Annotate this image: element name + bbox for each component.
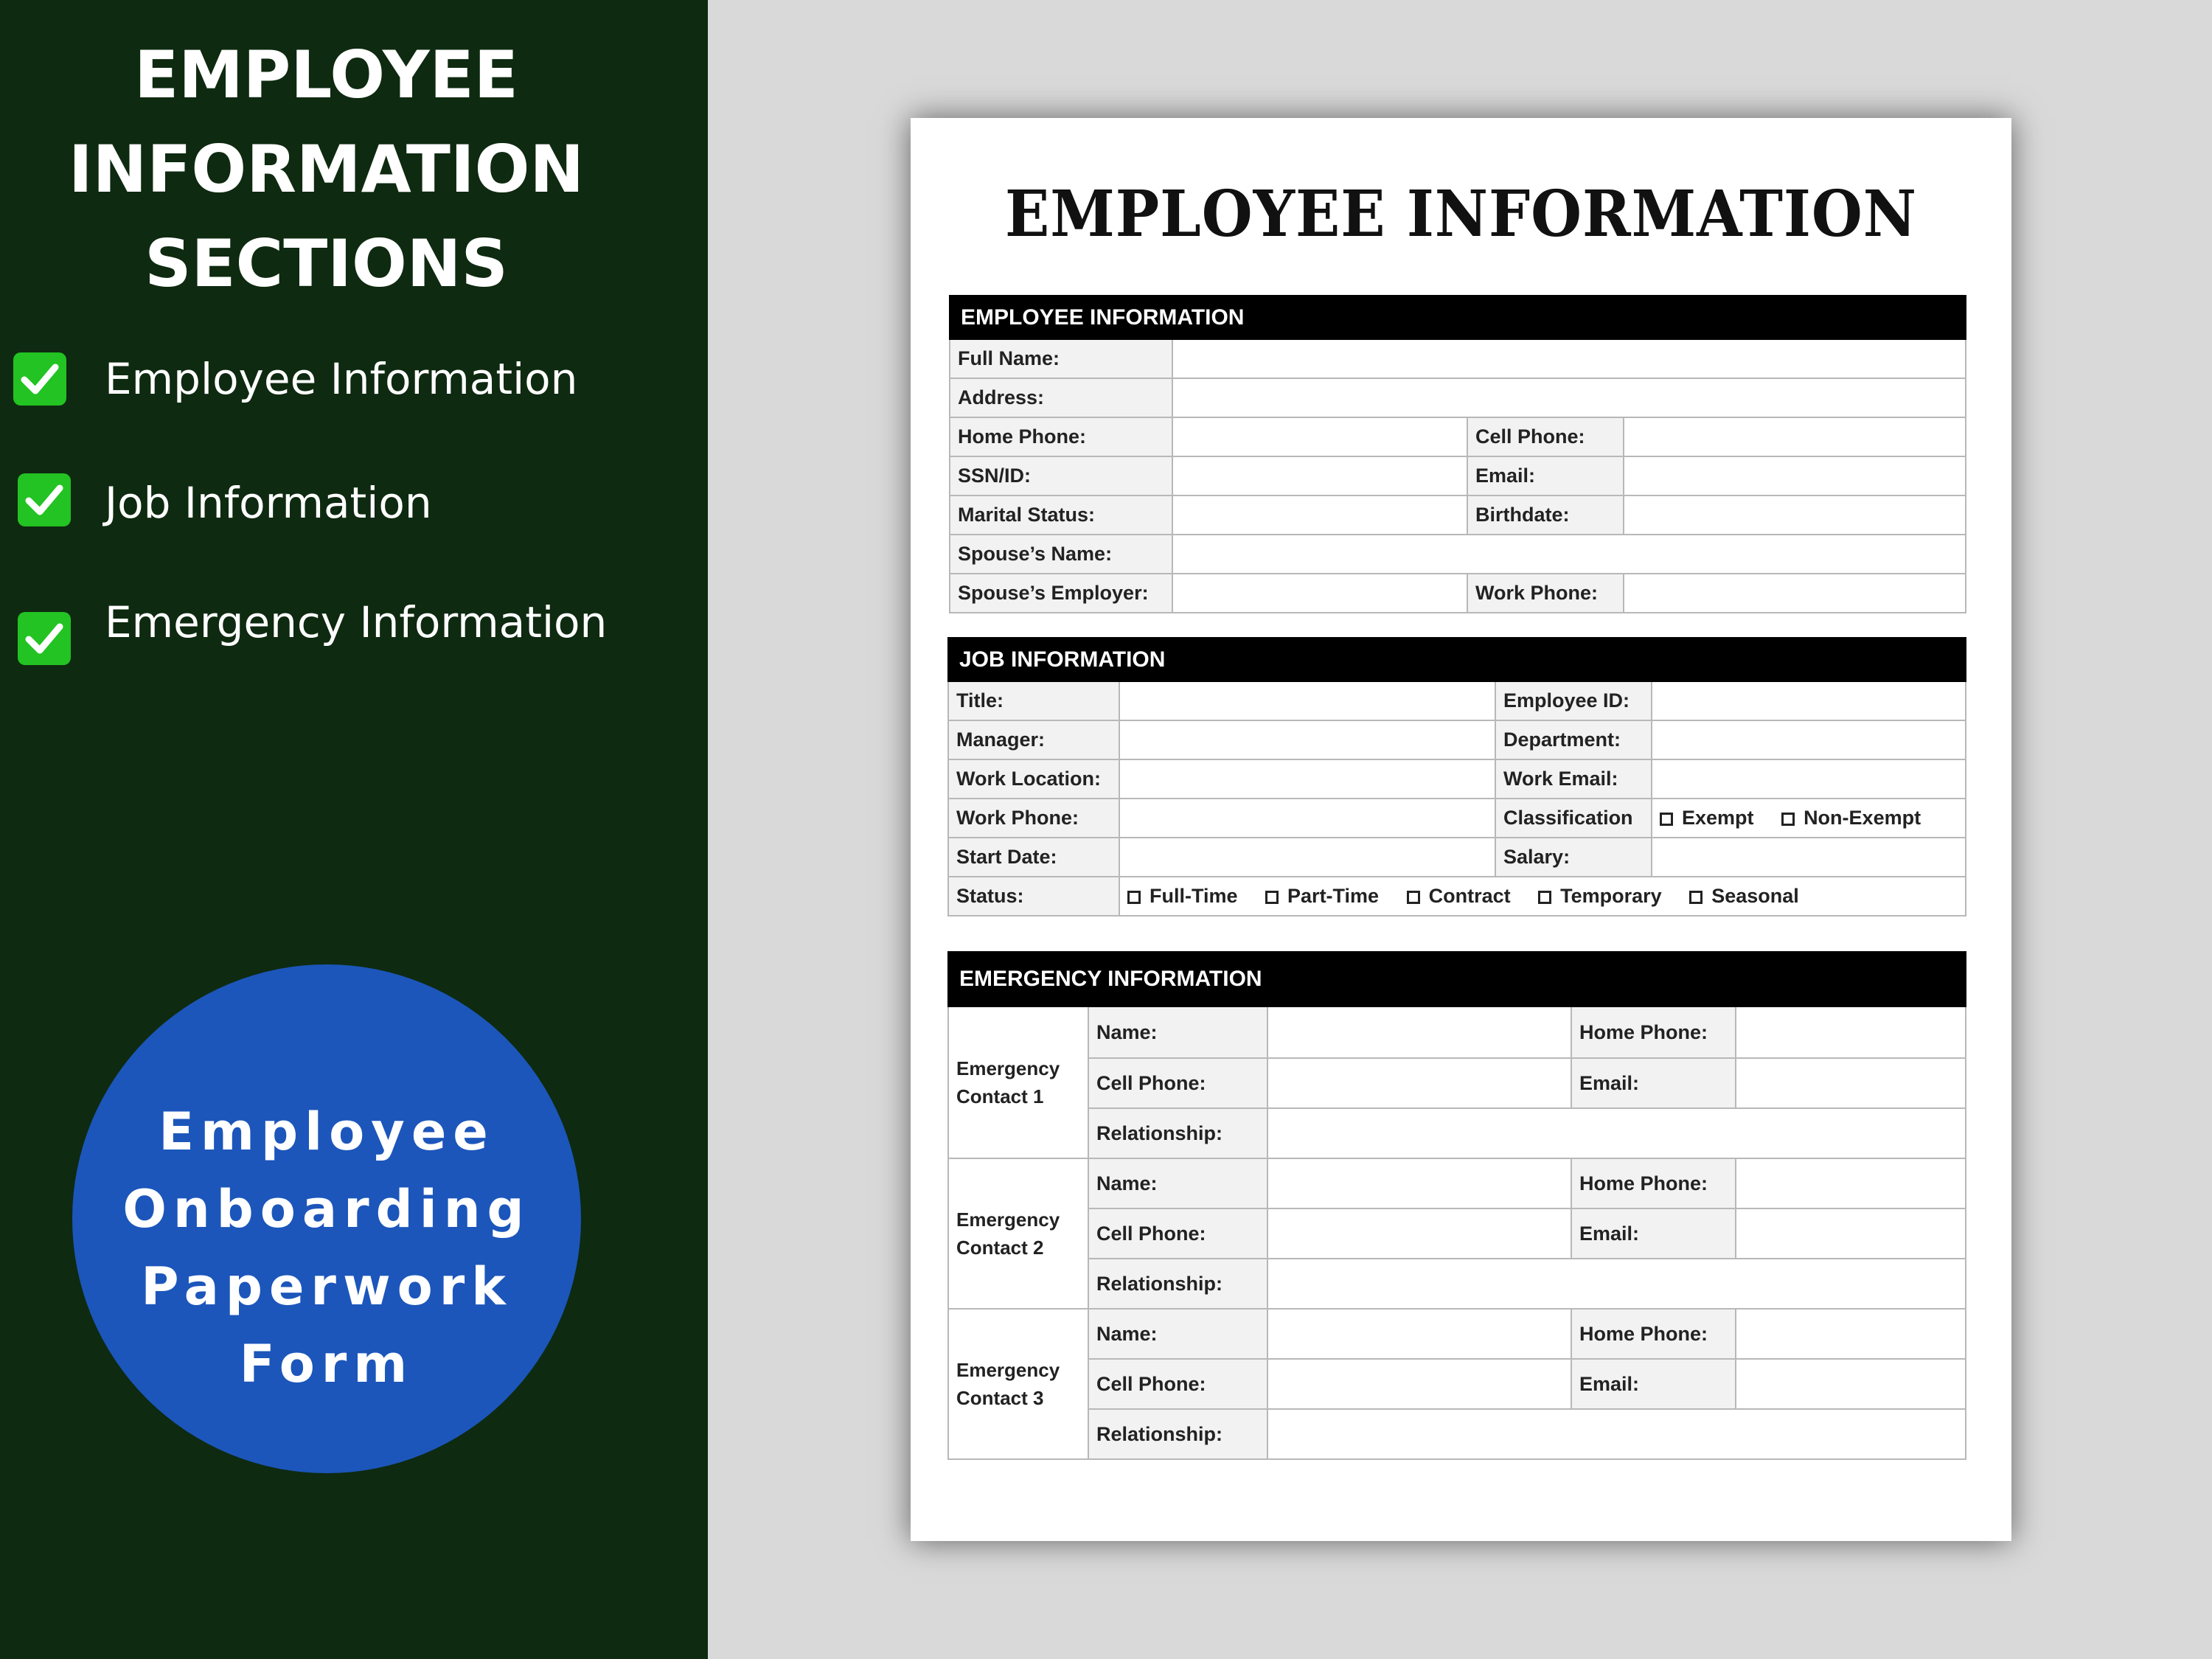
option-label: Seasonal (1711, 885, 1799, 907)
panel-title (0, 28, 653, 311)
checkbox-icon[interactable] (1689, 891, 1703, 904)
cell-phone-field[interactable] (1624, 417, 1966, 456)
contact2-cell-phone-field[interactable] (1267, 1208, 1571, 1259)
badge-line: Paperwork (141, 1256, 512, 1317)
field-label: Full Name: (950, 339, 1172, 378)
job-work-phone-field[interactable] (1119, 799, 1495, 838)
option-label: Contract (1428, 885, 1511, 907)
field-label: Name: (1088, 1309, 1267, 1359)
badge-line: Form (239, 1334, 414, 1394)
status-option[interactable] (1538, 885, 1662, 908)
checkmark-icon (18, 612, 71, 665)
checkbox-icon[interactable] (1660, 813, 1673, 826)
field-label: Cell Phone: (1088, 1208, 1267, 1259)
ssn-field[interactable] (1172, 456, 1467, 495)
onboarding-badge (72, 964, 581, 1473)
field-label: Name: (1088, 1158, 1267, 1208)
contact3-home-phone-field[interactable] (1736, 1309, 1966, 1359)
contact2-home-phone-field[interactable] (1736, 1158, 1966, 1208)
checkbox-icon[interactable] (1265, 891, 1279, 904)
salary-field[interactable] (1652, 838, 1966, 877)
field-label: Work Location: (948, 759, 1119, 799)
checkbox-icon[interactable] (1538, 891, 1551, 904)
status-option[interactable] (1265, 885, 1379, 908)
employee-info-table (949, 295, 1966, 613)
field-label: Email: (1467, 456, 1624, 495)
field-label: Spouse’s Name: (950, 535, 1172, 574)
contact3-cell-phone-field[interactable] (1267, 1359, 1571, 1409)
contact2-relationship-field[interactable] (1267, 1259, 1966, 1309)
left-panel (0, 0, 708, 1659)
badge-line: Onboarding (122, 1179, 531, 1239)
contact3-relationship-field[interactable] (1267, 1409, 1966, 1459)
field-label: Relationship: (1088, 1108, 1267, 1158)
field-label: Email: (1571, 1359, 1736, 1409)
contact1-relationship-field[interactable] (1267, 1108, 1966, 1158)
section-header: EMERGENCY INFORMATION (948, 952, 1966, 1006)
document-title: EMPLOYEE INFORMATION (1005, 177, 1917, 251)
checklist-label: Employee Information (105, 354, 578, 404)
emergency-info-table (947, 951, 1966, 1460)
spouse-name-field[interactable] (1172, 535, 1966, 574)
field-label: Relationship: (1088, 1409, 1267, 1459)
contact3-name-field[interactable] (1267, 1309, 1571, 1359)
classification-options (1652, 799, 1966, 838)
field-label: Cell Phone: (1088, 1058, 1267, 1108)
contact1-cell-phone-field[interactable] (1267, 1058, 1571, 1108)
section-header: EMPLOYEE INFORMATION (950, 296, 1966, 339)
field-label: Email: (1571, 1208, 1736, 1259)
emergency-contact-label: Emergency Contact 2 (948, 1158, 1088, 1309)
field-label: Home Phone: (1571, 1006, 1736, 1058)
contact1-home-phone-field[interactable] (1736, 1006, 1966, 1058)
field-label: Cell Phone: (1467, 417, 1624, 456)
field-label: Email: (1571, 1058, 1736, 1108)
contact1-name-field[interactable] (1267, 1006, 1571, 1058)
option-label: Non-Exempt (1804, 807, 1921, 829)
status-option[interactable] (1407, 885, 1511, 908)
contact2-name-field[interactable] (1267, 1158, 1571, 1208)
work-location-field[interactable] (1119, 759, 1495, 799)
field-label: Birthdate: (1467, 495, 1624, 535)
badge-text (72, 1093, 581, 1403)
field-label: Address: (950, 378, 1172, 417)
field-label: SSN/ID: (950, 456, 1172, 495)
checklist-label: Job Information (105, 478, 432, 528)
field-label: Cell Phone: (1088, 1359, 1267, 1409)
birthdate-field[interactable] (1624, 495, 1966, 535)
field-label: Employee ID: (1495, 681, 1652, 720)
status-option[interactable] (1689, 885, 1799, 908)
panel-title-line: SECTIONS (145, 226, 508, 302)
marital-status-field[interactable] (1172, 495, 1467, 535)
contact1-email-field[interactable] (1736, 1058, 1966, 1108)
job-title-field[interactable] (1119, 681, 1495, 720)
field-label: Title: (948, 681, 1119, 720)
field-label: Department: (1495, 720, 1652, 759)
address-field[interactable] (1172, 378, 1966, 417)
home-phone-field[interactable] (1172, 417, 1467, 456)
field-label: Home Phone: (1571, 1158, 1736, 1208)
work-email-field[interactable] (1652, 759, 1966, 799)
field-label: Salary: (1495, 838, 1652, 877)
job-info-table (947, 637, 1966, 917)
field-label: Marital Status: (950, 495, 1172, 535)
panel-title-line: INFORMATION (68, 131, 585, 207)
checkbox-icon[interactable] (1127, 891, 1141, 904)
field-label: Home Phone: (1571, 1309, 1736, 1359)
option-label: Temporary (1560, 885, 1662, 907)
option-label: Full-Time (1150, 885, 1238, 907)
field-label: Work Phone: (1467, 574, 1624, 613)
status-option[interactable] (1127, 885, 1238, 908)
contact2-email-field[interactable] (1736, 1208, 1966, 1259)
non-exempt-option[interactable] (1781, 807, 1921, 830)
emergency-contact-label: Emergency Contact 1 (948, 1006, 1088, 1158)
manager-field[interactable] (1119, 720, 1495, 759)
field-label: Work Email: (1495, 759, 1652, 799)
spouse-work-phone-field[interactable] (1624, 574, 1966, 613)
start-date-field[interactable] (1119, 838, 1495, 877)
email-field[interactable] (1624, 456, 1966, 495)
option-label: Exempt (1682, 807, 1754, 829)
full-name-field[interactable] (1172, 339, 1966, 378)
contact3-email-field[interactable] (1736, 1359, 1966, 1409)
employee-id-field[interactable] (1652, 681, 1966, 720)
document-page (911, 118, 2011, 1541)
field-label: Status: (948, 877, 1119, 916)
option-label: Part-Time (1287, 885, 1380, 907)
emergency-contact-label: Emergency Contact 3 (948, 1309, 1088, 1459)
checklist-label: Emergency Information (105, 597, 608, 647)
section-header: JOB INFORMATION (948, 638, 1966, 681)
spouse-employer-field[interactable] (1172, 574, 1467, 613)
field-label: Spouse’s Employer: (950, 574, 1172, 613)
panel-title-line: EMPLOYEE (134, 37, 518, 113)
field-label: Home Phone: (950, 417, 1172, 456)
field-label: Relationship: (1088, 1259, 1267, 1309)
checkbox-icon[interactable] (1407, 891, 1420, 904)
checkbox-icon[interactable] (1781, 813, 1795, 826)
field-label: Work Phone: (948, 799, 1119, 838)
status-options (1119, 877, 1966, 916)
field-label: Manager: (948, 720, 1119, 759)
checkmark-icon (13, 352, 66, 406)
checkmark-icon (18, 473, 71, 526)
exempt-option[interactable] (1660, 807, 1754, 830)
field-label: Name: (1088, 1006, 1267, 1058)
field-label: Start Date: (948, 838, 1119, 877)
field-label: Classification (1495, 799, 1652, 838)
badge-line: Employee (159, 1102, 495, 1162)
department-field[interactable] (1652, 720, 1966, 759)
